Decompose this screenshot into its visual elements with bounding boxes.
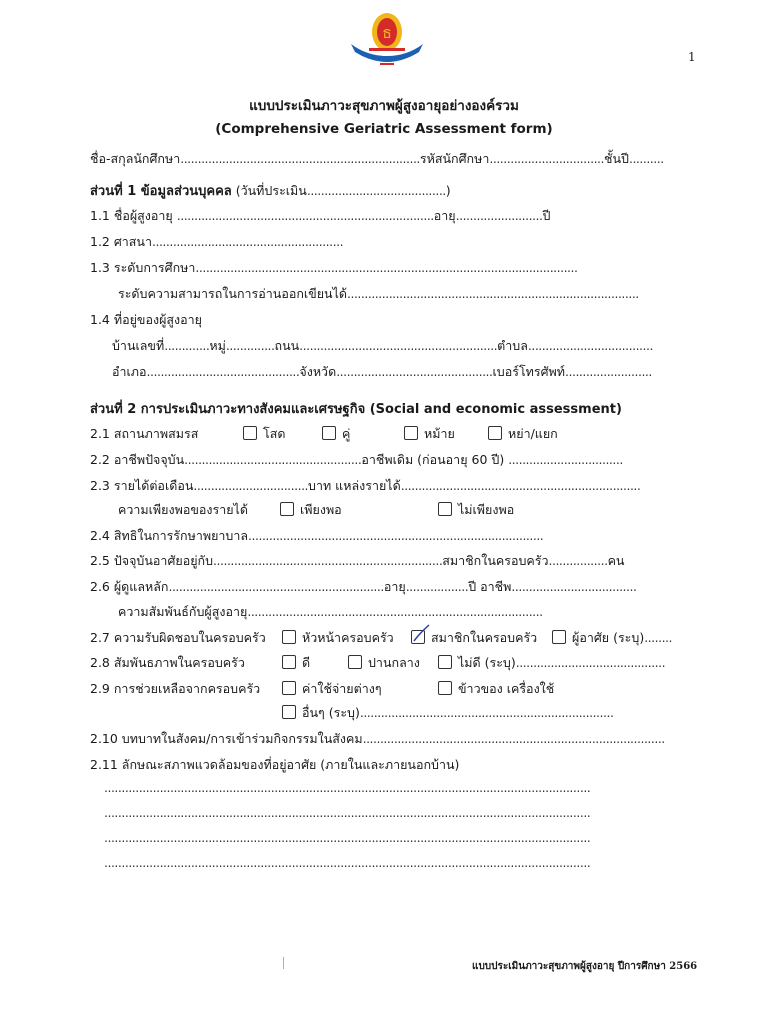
caregiver-age-blank[interactable]: ..................: [405, 579, 469, 594]
q2-10-line: [90, 729, 665, 749]
help-other-blank[interactable]: .........................................................................: [359, 705, 614, 720]
student-year-label: ชั้นปี: [604, 151, 629, 166]
university-logo: [347, 10, 427, 68]
income-blank[interactable]: .................................: [193, 478, 309, 493]
q2-7-label: 2.7 ความรับผิดชอบในครอบครัว: [90, 630, 266, 645]
family-member-option[interactable]: [411, 628, 537, 648]
relation-good-label: ดี: [302, 655, 311, 670]
province-blank[interactable]: .............................................: [336, 364, 493, 379]
environment-blank-3[interactable]: ............................................................................................................................................: [104, 830, 591, 845]
student-name-blank[interactable]: .....................................................................: [180, 151, 420, 166]
environment-blank-4[interactable]: ............................................................................................................................................: [104, 855, 591, 870]
q2-11-label: 2.11 ลักษณะสภาพแวดล้อมของที่อยู่อาศัย (ภายในและภายนอกบ้าน): [90, 757, 460, 772]
resident-option[interactable]: [552, 628, 672, 648]
income-source-label: บาท แหล่งรายได้: [308, 478, 401, 493]
address-line-2: [112, 362, 652, 382]
help-other-option[interactable]: [282, 703, 613, 723]
q1-4-line: [90, 310, 202, 330]
help-goods-checkbox[interactable]: [438, 681, 452, 695]
q1-2-label: 1.2 ศาสนา: [90, 234, 152, 249]
relation-moderate-checkbox[interactable]: [348, 655, 362, 669]
prev-job-blank[interactable]: .................................: [508, 452, 623, 467]
relation-poor-checkbox[interactable]: [438, 655, 452, 669]
subdistrict-blank[interactable]: ....................................: [527, 338, 653, 353]
resident-label: ผู้อาศัย (ระบุ): [572, 630, 645, 645]
moo-blank[interactable]: ..............: [225, 338, 275, 353]
q2-9-label: 2.9 การช่วยเหลือจากครอบครัว: [90, 681, 261, 696]
q2-2-line: [90, 450, 623, 470]
q2-6-label: 2.6 ผู้ดูแลหลัก: [90, 579, 169, 594]
relation-good-option[interactable]: [282, 653, 310, 673]
family-member-checkbox[interactable]: [411, 630, 425, 644]
sufficiency-label: ความเพียงพอของรายได้: [118, 502, 248, 517]
district-label: อำเภอ: [112, 364, 147, 379]
income-source-blank[interactable]: .....................................................................: [400, 478, 641, 493]
phone-blank[interactable]: .........................: [565, 364, 652, 379]
moo-label: หมู่: [209, 338, 226, 353]
relationship-label: ความสัมพันธ์กับผู้สูงอายุ: [118, 604, 248, 619]
religion-blank[interactable]: .......................................................: [152, 234, 344, 249]
q2-1-line: [90, 424, 690, 442]
student-name-label: ชื่อ-สกุลนักศึกษา: [90, 151, 181, 166]
age-label: อายุ: [433, 208, 456, 223]
year-unit: ปี: [542, 208, 551, 223]
section1-heading-line: [90, 180, 451, 201]
single-label: โสด: [263, 426, 286, 441]
q2-1-label: 2.1 สถานภาพสมรส: [90, 426, 199, 441]
student-id-blank[interactable]: .................................: [489, 151, 604, 166]
district-blank[interactable]: ............................................: [146, 364, 300, 379]
head-of-family-option[interactable]: [282, 628, 394, 648]
help-expenses-checkbox[interactable]: [282, 681, 296, 695]
svg-text:ธ: ธ: [382, 23, 392, 42]
checkmark-icon: [413, 624, 431, 644]
family-member-label: สมาชิกในครอบครัว: [431, 630, 538, 645]
elder-name-blank[interactable]: ..........................................................................: [176, 208, 434, 223]
q1-1-label: 1.1 ชื่อผู้สูงอายุ: [90, 208, 173, 223]
q2-5-line: [90, 551, 624, 571]
prev-job-label: อาชีพเดิม (ก่อนอายุ 60 ปี): [361, 452, 505, 467]
caregiver-occupation-label: ปี อาชีพ: [468, 579, 512, 594]
footer-text: แบบประเมินภาวะสุขภาพผู้สูงอายุ ปีการศึกษา 2566: [472, 961, 698, 972]
help-other-checkbox[interactable]: [282, 705, 296, 719]
relation-moderate-label: ปานกลาง: [368, 655, 420, 670]
sufficient-label: เพียงพอ: [300, 502, 342, 517]
phone-label: เบอร์โทรศัพท์: [492, 364, 566, 379]
q1-1-line: [90, 206, 550, 226]
house-no-blank[interactable]: .............: [164, 338, 210, 353]
literacy-line: [118, 284, 639, 304]
sufficiency-line: [118, 500, 678, 518]
q2-8-label: 2.8 สัมพันธภาพในครอบครัว: [90, 655, 245, 670]
q2-4-line: [90, 526, 543, 546]
relation-moderate-option[interactable]: [348, 653, 420, 673]
insufficient-checkbox[interactable]: [438, 502, 452, 516]
literacy-label: ระดับความสามารถในการอ่านออกเขียนได้: [118, 286, 348, 301]
marital-option-divorced[interactable]: [488, 424, 558, 444]
health-right-blank[interactable]: .....................................................................................: [248, 528, 544, 543]
age-blank[interactable]: .........................: [455, 208, 543, 223]
address-line-1: [112, 336, 653, 356]
insufficient-label: ไม่เพียงพอ: [458, 502, 515, 517]
q2-3-line: [90, 476, 640, 496]
married-label: คู่: [342, 426, 351, 441]
sufficient-checkbox[interactable]: [280, 502, 294, 516]
q2-6-line: [90, 577, 636, 597]
divorced-checkbox[interactable]: [488, 426, 502, 440]
help-goods-option[interactable]: [438, 679, 554, 699]
head-of-family-label: หัวหน้าครอบครัว: [302, 630, 394, 645]
relation-poor-blank[interactable]: ...........................................: [515, 655, 666, 670]
current-job-blank[interactable]: ...................................................: [184, 452, 362, 467]
q1-3-label: 1.3 ระดับการศึกษา: [90, 260, 196, 275]
caregiver-occupation-blank[interactable]: ....................................: [511, 579, 637, 594]
q2-10-label: 2.10 บทบาทในสังคม/การเข้าร่วมกิจกรรมในสังคม: [90, 731, 363, 746]
q2-8-line: [90, 653, 690, 671]
single-checkbox[interactable]: [243, 426, 257, 440]
literacy-blank[interactable]: ....................................................................................: [347, 286, 639, 301]
environment-blank-1[interactable]: ............................................................................................................................................: [104, 780, 591, 795]
q1-4-label: 1.4 ที่อยู่ของผู้สูงอายุ: [90, 312, 202, 327]
environment-blank-2[interactable]: ............................................................................................................................................: [104, 805, 591, 820]
caregiver-blank[interactable]: ..............................................................: [168, 579, 384, 594]
q2-3-label: 2.3 รายได้ต่อเดือน: [90, 478, 194, 493]
q2-4-label: 2.4 สิทธิในการรักษาพยาบาล: [90, 528, 249, 543]
sufficient-option[interactable]: [280, 500, 342, 520]
resident-checkbox[interactable]: [552, 630, 566, 644]
q2-11-line: [90, 755, 459, 775]
relation-good-checkbox[interactable]: [282, 655, 296, 669]
person-unit: คน: [607, 553, 625, 568]
members-blank[interactable]: .................: [548, 553, 608, 568]
q2-7-line: [90, 628, 690, 646]
road-blank[interactable]: .........................................................: [299, 338, 498, 353]
help-expenses-label: ค่าใช้จ่ายต่างๆ: [302, 681, 382, 696]
footer-mark: [283, 957, 284, 969]
head-of-family-checkbox[interactable]: [282, 630, 296, 644]
relationship-line: [118, 602, 543, 622]
page-number: 1: [688, 50, 696, 64]
widowed-label: หม้าย: [424, 426, 455, 441]
help-expenses-option[interactable]: [282, 679, 382, 699]
social-role-blank[interactable]: .......................................................................................: [362, 731, 665, 746]
resident-blank[interactable]: ........: [644, 630, 672, 645]
marital-option-single[interactable]: [243, 424, 285, 444]
province-label: จังหวัด: [299, 364, 337, 379]
members-label: สมาชิกในครอบครัว: [442, 553, 549, 568]
assessment-date-label: (วันที่ประเมิน: [235, 183, 307, 198]
q2-9-line: [90, 679, 690, 697]
subdistrict-label: ตำบล: [497, 338, 528, 353]
married-checkbox[interactable]: [322, 426, 336, 440]
widowed-checkbox[interactable]: [404, 426, 418, 440]
student-year-blank[interactable]: ..........: [628, 151, 664, 166]
insufficient-option[interactable]: [438, 500, 514, 520]
q1-3-line: [90, 258, 577, 278]
help-other-label: อื่นๆ (ระบุ): [302, 705, 360, 720]
relation-poor-label: ไม่ดี (ระบุ): [458, 655, 516, 670]
marital-option-married[interactable]: [322, 424, 350, 444]
assessment-date-close: ): [445, 183, 451, 198]
house-no-label: บ้านเลขที่: [112, 338, 165, 353]
relation-poor-option[interactable]: [438, 653, 665, 673]
q2-2-label: 2.2 อาชีพปัจจุบัน: [90, 452, 185, 467]
form-title-thai: แบบประเมินภาวะสุขภาพผู้สูงอายุอย่างองค์รวม: [249, 98, 519, 114]
road-label: ถนน: [274, 338, 300, 353]
q2-5-label: 2.5 ปัจจุบันอาศัยอยู่กับ: [90, 553, 214, 568]
caregiver-age-label: อายุ: [383, 579, 406, 594]
relationship-blank[interactable]: .....................................................................................: [247, 604, 543, 619]
section2-heading: ส่วนที่ 2 การประเมินภาวะทางสังคมและเศรษฐกิจ (Social and economic assessment): [90, 402, 622, 417]
form-title-english: (Comprehensive Geriatric Assessment form): [215, 121, 553, 137]
divorced-label: หย่า/แยก: [508, 426, 558, 441]
live-with-blank[interactable]: ..................................................................: [213, 553, 443, 568]
marital-option-widowed[interactable]: [404, 424, 455, 444]
student-info-line: [90, 149, 664, 169]
assessment-date-blank[interactable]: ........................................: [306, 183, 446, 198]
education-blank[interactable]: ..............................................................................................................: [195, 260, 578, 275]
q1-2-line: [90, 232, 343, 252]
section1-heading: ส่วนที่ 1 ข้อมูลส่วนบุคคล: [90, 184, 232, 199]
help-goods-label: ข้าวของ เครื่องใช้: [458, 681, 555, 696]
student-id-label: รหัสนักศึกษา: [419, 151, 490, 166]
